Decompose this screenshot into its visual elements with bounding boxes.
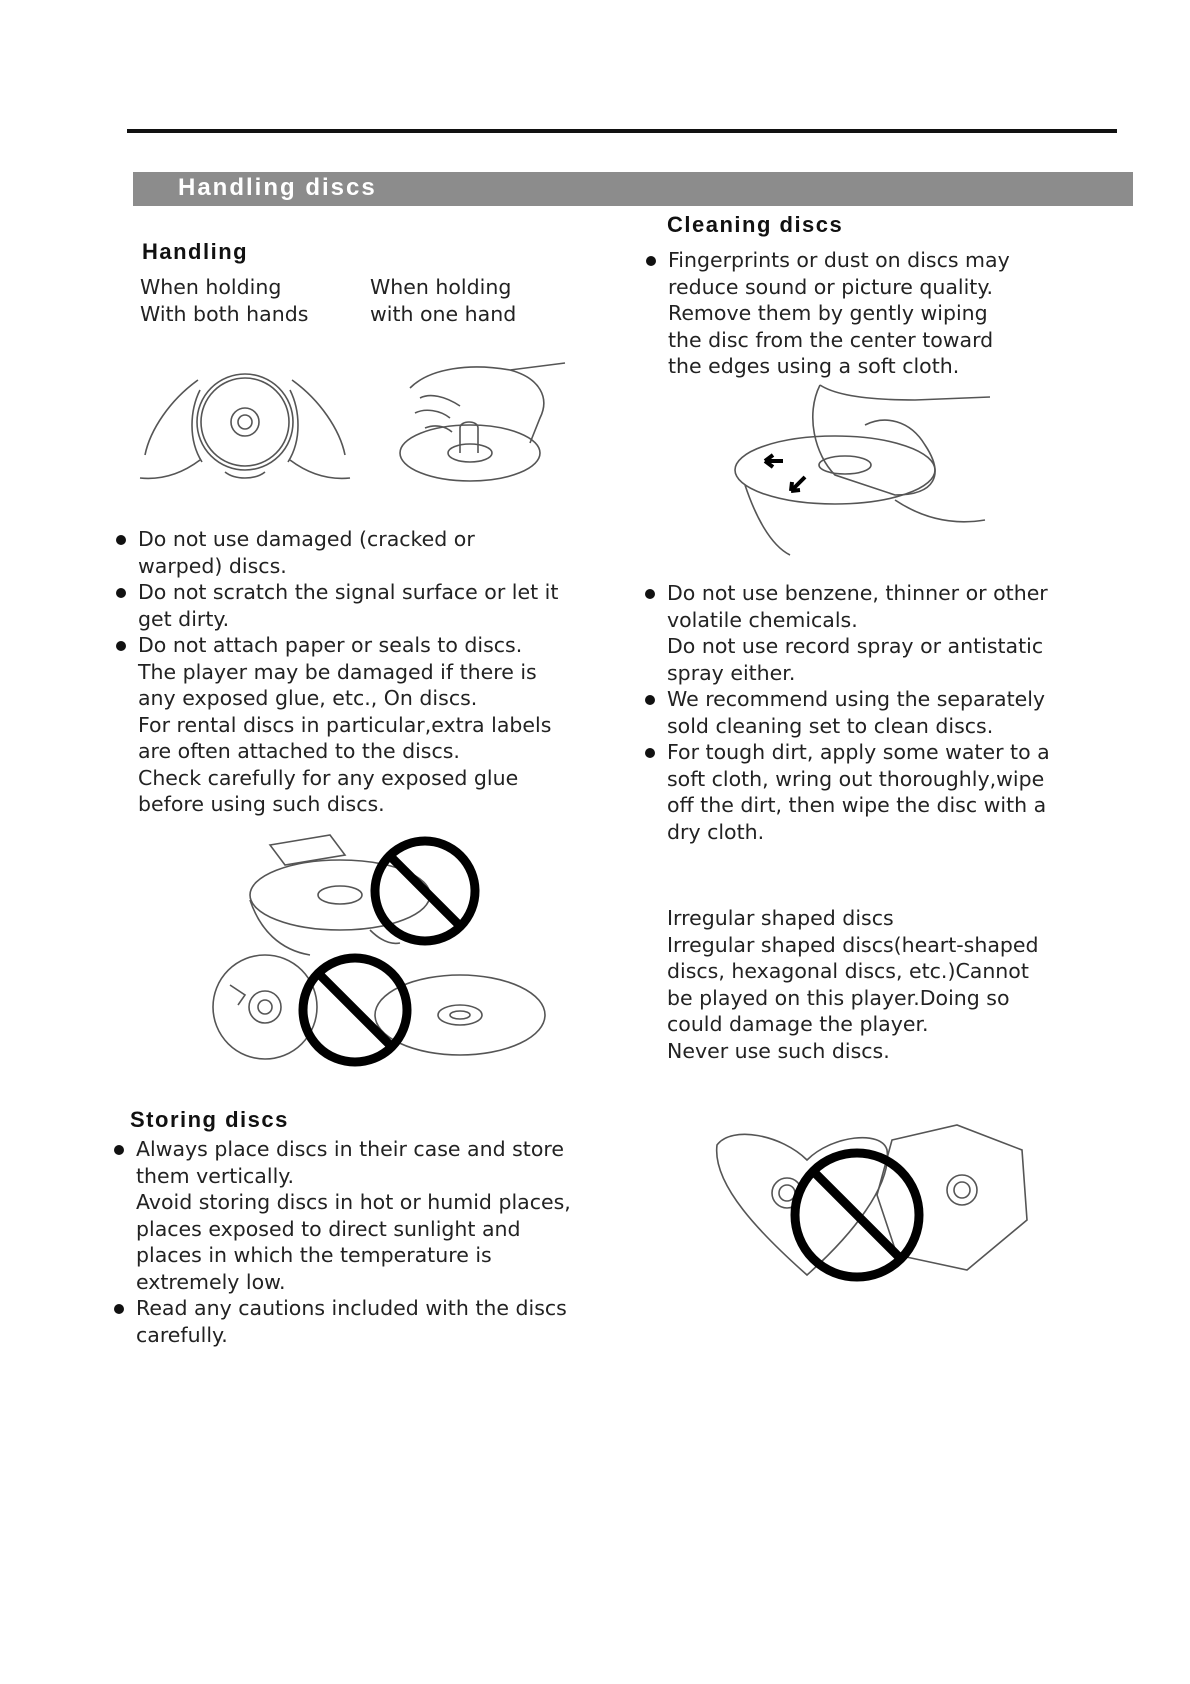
handling-bullet-3-line-4: For rental discs in particular,extra labels	[138, 712, 552, 737]
irregular-discs-illustration	[712, 1125, 1032, 1285]
cleaning-heading: Cleaning discs	[667, 212, 844, 237]
handling-bullet-1-line-2: warped) discs.	[138, 553, 287, 578]
cleaning-top-line-5: the edges using a soft cloth.	[668, 354, 960, 378]
cleaning-bullet-3-line-1: For tough dirt, apply some water to a	[667, 740, 1050, 764]
storing-heading: Storing discs	[130, 1107, 289, 1132]
cleaning-bullet-2	[645, 686, 1050, 739]
storing-bullet-1-line-3: Avoid storing discs in hot or humid places,	[136, 1190, 571, 1214]
cleaning-bullet-3-line-3: off the dirt, then wipe the disc with a	[667, 793, 1047, 817]
cleaning-bullets	[645, 580, 1050, 845]
irregular-line-1: Irregular shaped discs	[667, 906, 894, 930]
cleaning-top-line-4: the disc from the center toward	[668, 327, 994, 352]
label-both-line1: When holding	[140, 275, 282, 299]
label-one-hand	[370, 274, 516, 327]
handling-bullet-2	[116, 579, 558, 632]
cleaning-bullet-top	[646, 247, 1010, 380]
storing-bullet-1-line-5: places in which the temperature is	[136, 1243, 492, 1267]
both-hands-disc-illustration	[140, 360, 350, 490]
handling-bullet-3-line-6: Check carefully for any exposed glue	[138, 765, 519, 790]
storing-bullet-2-line-2: carefully.	[136, 1322, 228, 1347]
cleaning-top-line-3: Remove them by gently wiping	[668, 301, 988, 325]
handling-bullet-3-line-5: are often attached to the discs.	[138, 739, 460, 763]
one-hand-disc-illustration	[400, 358, 570, 488]
cleaning-bullet-2-line-1: We recommend using the separately	[667, 687, 1046, 711]
banner-title: Handling discs	[178, 174, 377, 201]
storing-bullet-1-line-1: Always place discs in their case and store	[136, 1137, 564, 1161]
arrow-left-icon	[765, 455, 783, 467]
handling-heading: Handling	[142, 239, 249, 264]
storing-bullet-1-line-4: places exposed to direct sunlight and	[136, 1216, 521, 1241]
irregular-line-3: discs, hexagonal discs, etc.)Cannot	[667, 959, 1029, 983]
arrow-down-left-icon	[791, 477, 805, 491]
irregular-line-4: be played on this player.Doing so	[667, 985, 1010, 1010]
handling-bullets	[116, 526, 558, 818]
cleaning-top-line-2: reduce sound or picture quality.	[668, 274, 994, 299]
section-banner	[133, 172, 1133, 206]
storing-bullet-2	[114, 1295, 571, 1348]
storing-bullet-2-line-1: Read any cautions included with the discs	[136, 1296, 567, 1320]
label-one-line2: with one hand	[370, 301, 517, 326]
handling-bullet-3-line-7: before using such discs.	[138, 792, 385, 816]
cleaning-bullet-3	[645, 739, 1050, 845]
label-both-hands	[140, 274, 308, 327]
irregular-discs-text	[667, 905, 1039, 1064]
handling-bullet-3-line-3: any exposed glue, etc., On discs.	[138, 686, 478, 710]
irregular-line-5: could damage the player.	[667, 1012, 929, 1036]
cleaning-bullet-3-line-2: soft cloth, wring out thoroughly,wipe	[667, 766, 1045, 791]
cleaning-bullet-3-line-4: dry cloth.	[667, 819, 765, 844]
cleaning-bullet-1-line-2: volatile chemicals.	[667, 607, 858, 632]
cleaning-top-bullet	[646, 247, 1010, 380]
handling-bullet-1	[116, 526, 558, 579]
handling-bullet-3	[116, 632, 558, 818]
cleaning-bullet-1-line-1: Do not use benzene, thinner or other	[667, 581, 1048, 605]
cleaning-top-line-1: Fingerprints or dust on discs may	[668, 248, 1010, 272]
wiping-disc-illustration	[735, 385, 995, 560]
damaged-disc-illustration	[210, 945, 550, 1070]
handling-bullet-3-line-1: Do not attach paper or seals to discs.	[138, 633, 523, 657]
cleaning-bullet-1-line-3: Do not use record spray or antistatic	[667, 634, 1044, 658]
cleaning-bullet-1	[645, 580, 1050, 686]
top-rule	[127, 129, 1117, 133]
irregular-line-6: Never use such discs.	[667, 1038, 890, 1063]
cleaning-bullet-1-line-4: spray either.	[667, 660, 796, 685]
irregular-line-2: Irregular shaped discs(heart-shaped	[667, 932, 1039, 957]
label-on-disc-illustration	[250, 835, 490, 960]
handling-bullet-2-line-2: get dirty.	[138, 606, 230, 631]
handling-bullet-1-line-1: Do not use damaged (cracked or	[138, 527, 475, 551]
storing-bullet-1-line-6: extremely low.	[136, 1269, 286, 1294]
handling-bullet-3-line-2: The player may be damaged if there is	[138, 659, 537, 684]
label-one-line1: When holding	[370, 275, 512, 299]
cleaning-bullet-2-line-2: sold cleaning set to clean discs.	[667, 713, 994, 738]
storing-bullet-1	[114, 1136, 571, 1295]
handling-bullet-2-line-1: Do not scratch the signal surface or let it	[138, 580, 559, 604]
storing-bullets	[114, 1136, 571, 1348]
label-both-line2: With both hands	[140, 301, 309, 326]
storing-bullet-1-line-2: them vertically.	[136, 1163, 294, 1188]
